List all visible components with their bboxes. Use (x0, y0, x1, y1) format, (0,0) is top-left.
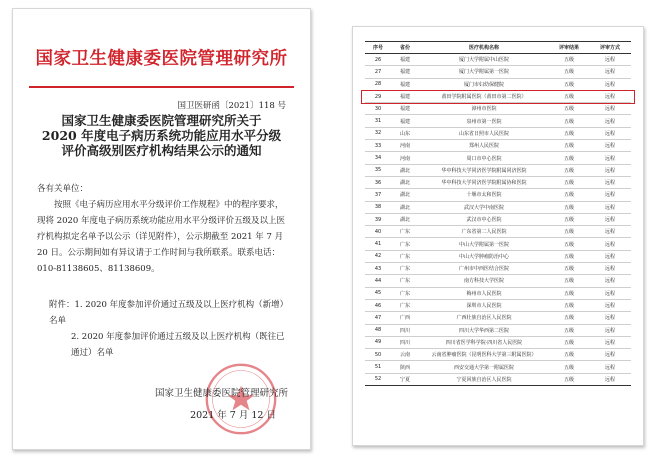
notice-title (13, 113, 310, 158)
cell-review-result: 五级 (549, 103, 589, 115)
cell-institution-name: 梅州市人民医院 (419, 287, 549, 299)
attachment-item: 附件：1. 2020 年度参加评价通过五级及以上医疗机构（新增）名单 (49, 300, 284, 326)
cell-province: 湖北 (391, 164, 419, 176)
table-row (365, 140, 631, 152)
table-row (365, 336, 631, 348)
table-row (365, 115, 631, 127)
cell-review-result: 五级 (549, 263, 589, 275)
cell-review-method: 远程 (589, 324, 631, 336)
table-row (365, 66, 631, 78)
table-row (365, 324, 631, 336)
cell-review-result: 五级 (549, 213, 589, 225)
cell-province: 福建 (391, 115, 419, 127)
addressee: 各有关单位： (37, 184, 89, 194)
cell-institution-name: 郑州人民医院 (419, 140, 549, 152)
issuing-organization-title: 国家卫生健康委医院管理研究所 (35, 49, 288, 69)
cell-institution-name: 南方科技大学医院 (419, 275, 549, 287)
cell-institution-name: 广东省第二人民医院 (419, 226, 549, 238)
cell-institution-name: 四川大学华西第二医院 (419, 324, 549, 336)
cell-review-result: 五级 (549, 361, 589, 373)
cell-review-result: 五级 (549, 299, 589, 311)
cell-province: 广西 (391, 312, 419, 324)
cell-province: 宁夏 (391, 373, 419, 385)
table-row (365, 54, 631, 66)
cell-serial-number: 34 (365, 152, 391, 164)
cell-review-result: 五级 (549, 226, 589, 238)
table-row (365, 250, 631, 262)
cell-institution-name: 十堰市太和医院 (419, 189, 549, 201)
cell-review-result: 五级 (549, 115, 589, 127)
cell-serial-number: 42 (365, 250, 391, 262)
cell-province: 福建 (391, 54, 419, 66)
cell-review-result: 五级 (549, 54, 589, 66)
cell-serial-number: 31 (365, 115, 391, 127)
table-row (365, 201, 631, 213)
cell-serial-number: 45 (365, 287, 391, 299)
table-row (365, 152, 631, 164)
cell-review-method: 远程 (589, 78, 631, 90)
notice-body-paragraph: 按照《电子病历应用水平分级评价工作规程》中的程序要求，现将 2020 年度电子病历系统功能应用水平分级评价五级及以上医疗机构拟定名单予以公示（详见附件），公示期截至 2021 年 7 月 20 日。公示期间如有异议请于工作时间与我所联系。联系电话：010-81138605、81138609。 (37, 200, 286, 274)
table-row (365, 349, 631, 361)
table-row (365, 287, 631, 299)
cell-serial-number: 37 (365, 189, 391, 201)
cell-review-method: 远程 (589, 103, 631, 115)
cell-province: 河南 (391, 152, 419, 164)
cell-review-method: 远程 (589, 201, 631, 213)
cell-review-method: 远程 (589, 312, 631, 324)
cell-review-method: 远程 (589, 373, 631, 385)
cell-province: 广东 (391, 226, 419, 238)
cell-serial-number: 44 (365, 275, 391, 287)
table-row (365, 127, 631, 139)
cell-province: 四川 (391, 336, 419, 348)
table-row (365, 238, 631, 250)
signature-organization: 国家卫生健康委医院管理研究所 (154, 388, 288, 399)
cell-serial-number: 33 (365, 140, 391, 152)
cell-review-result: 五级 (549, 373, 589, 385)
cell-review-result: 五级 (549, 250, 589, 262)
cell-serial-number: 52 (365, 373, 391, 385)
table-row (365, 361, 631, 373)
cell-province: 福建 (391, 66, 419, 78)
cell-review-method: 远程 (589, 115, 631, 127)
table-row (365, 312, 631, 324)
header-serial-number: 序号 (365, 42, 391, 54)
table-row (365, 263, 631, 275)
cell-institution-name: 华中科技大学同济医学院附属协和医院 (419, 176, 549, 188)
cell-province: 云南 (391, 349, 419, 361)
cell-serial-number: 48 (365, 324, 391, 336)
cell-review-method: 远程 (589, 336, 631, 348)
cell-province: 福建 (391, 78, 419, 90)
cell-institution-name: 云南省肿瘤医院（昆明医科大学第三附属医院） (419, 349, 549, 361)
notice-title-line: 国家卫生健康委医院管理研究所关于 (61, 113, 262, 128)
cell-province: 广东 (391, 287, 419, 299)
table-row (365, 213, 631, 225)
cell-serial-number: 36 (365, 176, 391, 188)
cell-province: 河南 (391, 140, 419, 152)
table-row (365, 103, 631, 115)
cell-province: 湖北 (391, 176, 419, 188)
cell-institution-name: 宁夏回族自治区人民医院 (419, 373, 549, 385)
cell-province: 湖北 (391, 201, 419, 213)
cell-review-result: 五级 (549, 238, 589, 250)
cell-institution-name: 武汉市中心医院 (419, 213, 549, 225)
cell-serial-number: 51 (365, 361, 391, 373)
cell-institution-name: 泉州市第一医院 (419, 115, 549, 127)
document-number: 国卫医研函〔2021〕118 号 (177, 101, 286, 111)
cell-institution-name: 山东省日照市人民医院 (419, 127, 549, 139)
cell-review-method: 远程 (589, 349, 631, 361)
cell-province: 广东 (391, 263, 419, 275)
cell-institution-name: 深圳市人民医院 (419, 299, 549, 311)
cell-serial-number: 46 (365, 299, 391, 311)
header-province: 省份 (391, 42, 419, 54)
table-row (365, 373, 631, 385)
cell-review-method: 远程 (589, 263, 631, 275)
cell-province: 广东 (391, 299, 419, 311)
cell-review-result: 五级 (549, 324, 589, 336)
notice-title-line: 评价高级别医疗机构结果公示的通知 (61, 143, 262, 158)
cell-institution-name: 西安交通大学第一附属医院 (419, 361, 549, 373)
notice-document-page (12, 8, 311, 450)
cell-serial-number: 50 (365, 349, 391, 361)
cell-review-result: 五级 (549, 189, 589, 201)
cell-serial-number: 49 (365, 336, 391, 348)
notice-title-line: 2020 年度电子病历系统功能应用水平分级 (41, 128, 282, 143)
table-row (365, 78, 631, 90)
cell-review-result: 五级 (549, 201, 589, 213)
header-institution-name: 医疗机构名称 (419, 42, 549, 54)
cell-review-method: 远程 (589, 250, 631, 262)
cell-institution-name: 周口市中心医院 (419, 152, 549, 164)
cell-institution-name: 华中科技大学同济医学院附属同济医院 (419, 164, 549, 176)
cell-review-method: 远程 (589, 66, 631, 78)
cell-review-method: 远程 (589, 140, 631, 152)
cell-province: 四川 (391, 324, 419, 336)
cell-institution-name: 中山大学附属第一医院 (419, 238, 549, 250)
cell-province: 福建 (391, 103, 419, 115)
cell-review-result: 五级 (549, 275, 589, 287)
cell-review-method: 远程 (589, 127, 631, 139)
cell-review-result: 五级 (549, 78, 589, 90)
header-review-method: 评审方式 (589, 42, 631, 54)
cell-institution-name: 武汉大学中南医院 (419, 201, 549, 213)
cell-review-result: 五级 (549, 152, 589, 164)
cell-province: 湖北 (391, 213, 419, 225)
cell-serial-number: 29 (365, 90, 391, 102)
cell-review-method: 远程 (589, 54, 631, 66)
cell-serial-number: 30 (365, 103, 391, 115)
cell-province: 广东 (391, 238, 419, 250)
cell-province: 广东 (391, 275, 419, 287)
cell-review-method: 远程 (589, 275, 631, 287)
cell-serial-number: 43 (365, 263, 391, 275)
official-seal-icon (203, 361, 279, 437)
cell-institution-name: 厦门大学附属第一医院 (419, 66, 549, 78)
table-row (365, 226, 631, 238)
cell-serial-number: 28 (365, 78, 391, 90)
cell-review-result: 五级 (549, 127, 589, 139)
cell-review-method: 远程 (589, 164, 631, 176)
table-row (365, 275, 631, 287)
table-row (365, 164, 631, 176)
cell-province: 山东 (391, 127, 419, 139)
cell-serial-number: 32 (365, 127, 391, 139)
cell-review-result: 五级 (549, 312, 589, 324)
cell-serial-number: 35 (365, 164, 391, 176)
cell-review-result: 五级 (549, 164, 589, 176)
cell-review-method: 远程 (589, 238, 631, 250)
header-review-result: 评审结果 (549, 42, 589, 54)
cell-institution-name: 广州市中西医结合医院 (419, 263, 549, 275)
cell-province: 湖北 (391, 189, 419, 201)
cell-review-method: 远程 (589, 152, 631, 164)
cell-review-result: 五级 (549, 349, 589, 361)
cell-review-method: 远程 (589, 361, 631, 373)
cell-province: 福建 (391, 90, 419, 102)
cell-review-result: 五级 (549, 140, 589, 152)
cell-serial-number: 47 (365, 312, 391, 324)
cell-serial-number: 40 (365, 226, 391, 238)
table-row (365, 176, 631, 188)
cell-review-method: 远程 (589, 226, 631, 238)
cell-review-method: 远程 (589, 176, 631, 188)
cell-serial-number: 27 (365, 66, 391, 78)
cell-review-method: 远程 (589, 287, 631, 299)
cell-review-method: 远程 (589, 90, 631, 102)
signature-date: 2021 年 7 月 12 日 (190, 410, 276, 421)
cell-review-result: 五级 (549, 176, 589, 188)
cell-serial-number: 41 (365, 238, 391, 250)
cell-institution-name: 厦门市妇幼保健院 (419, 78, 549, 90)
cell-institution-name: 中山大学肿瘤防治中心 (419, 250, 549, 262)
cell-province: 广东 (391, 250, 419, 262)
cell-institution-name: 莆田学院附属医院（莆田市第二医院） (419, 90, 549, 102)
attachment-item: 2. 2020 年度参加评价通过五级及以上医疗机构（既往已通过）名单 (71, 332, 285, 358)
cell-review-method: 远程 (589, 189, 631, 201)
cell-institution-name: 四川省医学科学院·四川省人民医院 (419, 336, 549, 348)
cell-review-result: 五级 (549, 336, 589, 348)
cell-review-method: 远程 (589, 299, 631, 311)
table-header-row (365, 42, 631, 54)
table-row (365, 299, 631, 311)
cell-province: 陕西 (391, 361, 419, 373)
cell-serial-number: 39 (365, 213, 391, 225)
table-row (365, 189, 631, 201)
red-separator-line (29, 86, 294, 88)
highlighted-row-box (361, 90, 635, 103)
cell-serial-number: 26 (365, 54, 391, 66)
cell-institution-name: 漳州市医院 (419, 103, 549, 115)
hospital-list-page (352, 26, 644, 446)
cell-institution-name: 厦门大学附属中山医院 (419, 54, 549, 66)
cell-review-method: 远程 (589, 213, 631, 225)
cell-serial-number: 38 (365, 201, 391, 213)
cell-review-result: 五级 (549, 90, 589, 102)
cell-review-result: 五级 (549, 287, 589, 299)
cell-institution-name: 广西壮族自治区人民医院 (419, 312, 549, 324)
cell-review-result: 五级 (549, 66, 589, 78)
